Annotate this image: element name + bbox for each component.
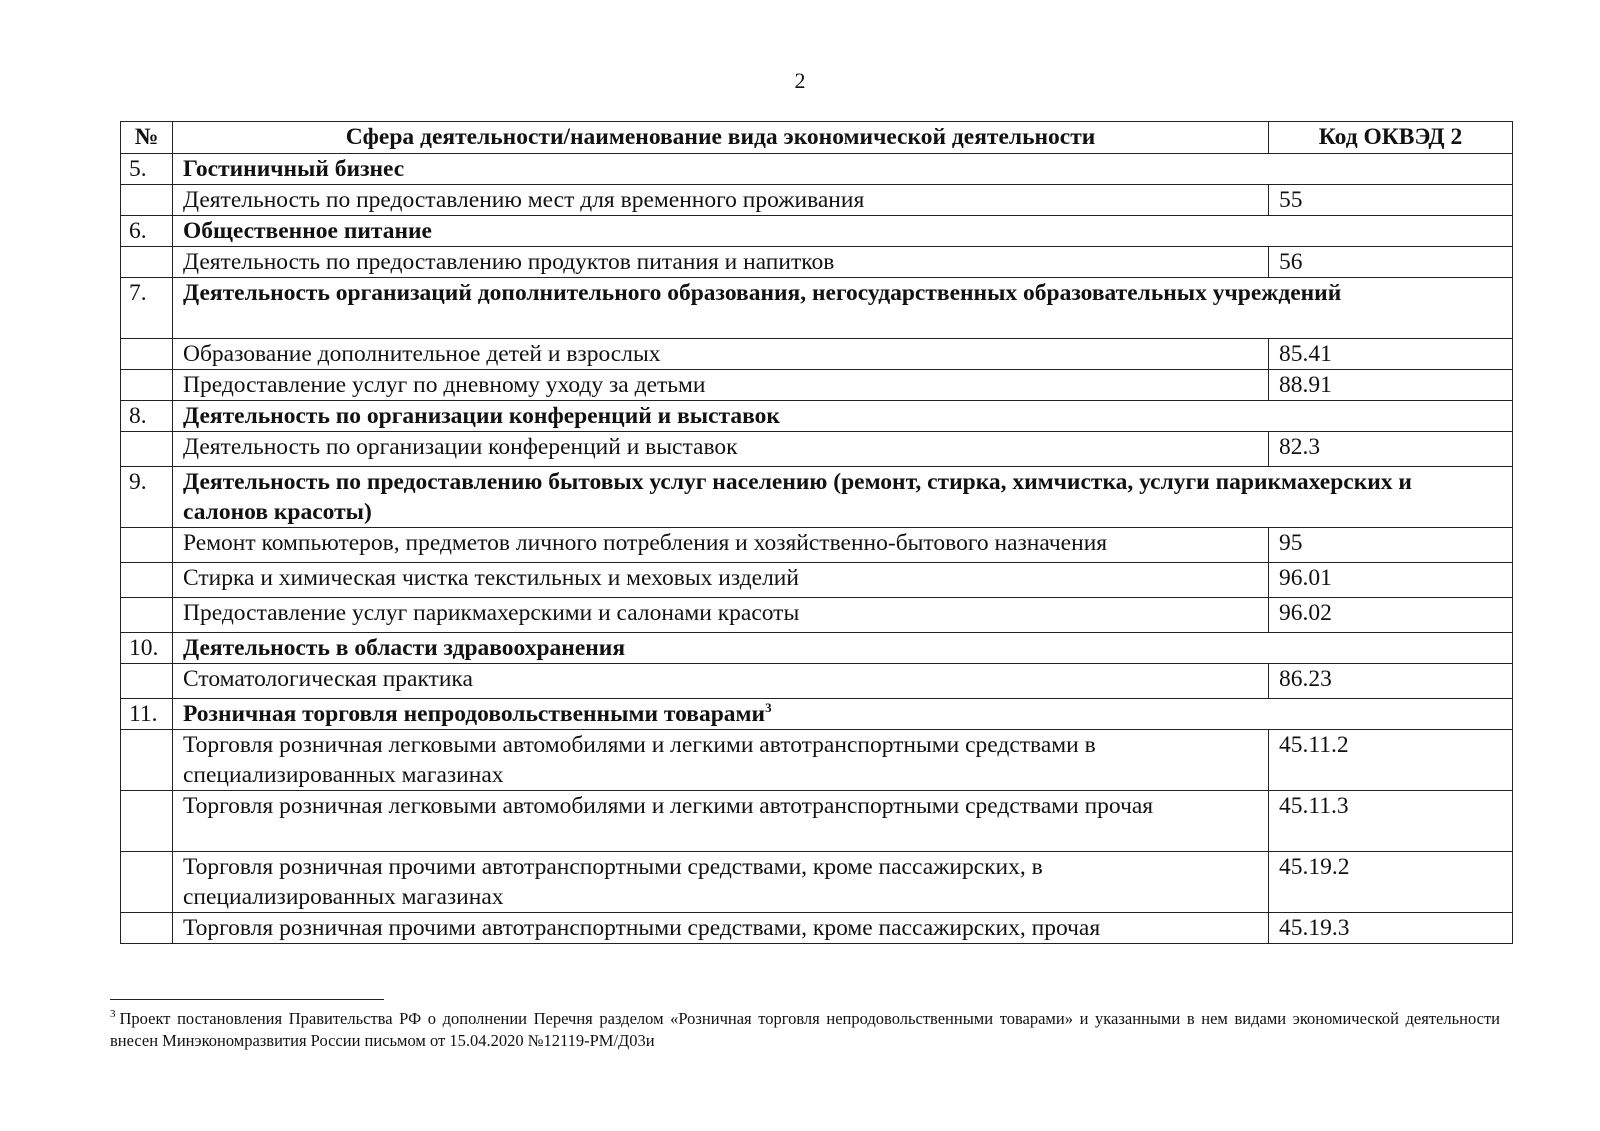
section-number: 7. [121,278,173,339]
footnote-text: Проект постановления Правительства РФ о дополнении Перечня разделом «Розничная торговля непродовольственными товарами» и указанными в нем видами экономической деятельности внесен Минэкономразвития России письмом от 15.04.2020 №12119-РМ/Д03и [110,1009,1500,1050]
footnote-mark: 3 [110,1008,116,1020]
section-row [121,216,1513,247]
okved-code: 56 [1269,247,1513,278]
activity-name: Предоставление услуг парикмахерскими и салонами красоты [173,598,1269,633]
activity-name: Стирка и химическая чистка текстильных и меховых изделий [173,563,1269,598]
section-title: Гостиничный бизнес [173,154,1513,185]
okved-code: 45.11.3 [1269,791,1513,852]
section-number: 11. [121,699,173,730]
activity-name: Предоставление услуг по дневному уходу за детьми [173,370,1269,401]
empty-cell [121,339,173,370]
section-title: Общественное питание [173,216,1513,247]
section-title [173,699,1513,730]
section-number: 9. [121,467,173,528]
activity-name: Торговля розничная прочими автотранспортными средствами, кроме пассажирских, прочая [173,913,1269,944]
section-number: 5. [121,154,173,185]
empty-cell [121,852,173,913]
okved-code: 86.23 [1269,664,1513,699]
table-row [121,563,1513,598]
activity-name: Торговля розничная прочими автотранспортными средствами, кроме пассажирских, в специализированных магазинах [173,852,1269,913]
activity-name: Торговля розничная легковыми автомобилями и легкими автотранспортными средствами в специализированных магазинах [173,730,1269,791]
section-title: Деятельность организаций дополнительного образования, негосударственных образовательных учреждений [173,278,1513,339]
table-row [121,730,1513,791]
okved-code: 45.19.2 [1269,852,1513,913]
table-row [121,852,1513,913]
empty-cell [121,528,173,563]
activity-name: Деятельность по предоставлению мест для временного проживания [173,185,1269,216]
table-row [121,664,1513,699]
okved-code: 55 [1269,185,1513,216]
empty-cell [121,664,173,699]
okved-code: 88.91 [1269,370,1513,401]
section-number: 8. [121,401,173,432]
section-number: 6. [121,216,173,247]
okved-table [120,121,1513,944]
section-title: Деятельность по организации конференций и выставок [173,401,1513,432]
section-title: Деятельность в области здравоохранения [173,633,1513,664]
table-row [121,913,1513,944]
table-row [121,598,1513,633]
section-row [121,401,1513,432]
header-activity: Сфера деятельности/наименование вида экономической деятельности [173,122,1269,154]
okved-code: 96.02 [1269,598,1513,633]
activity-name: Деятельность по предоставлению продуктов питания и напитков [173,247,1269,278]
table-header-row [121,122,1513,154]
activity-name: Образование дополнительное детей и взрослых [173,339,1269,370]
okved-code: 95 [1269,528,1513,563]
okved-code: 82.3 [1269,432,1513,467]
section-row [121,633,1513,664]
section-row [121,278,1513,339]
activity-name: Стоматологическая практика [173,664,1269,699]
okved-code: 85.41 [1269,339,1513,370]
activity-name: Деятельность по организации конференций и выставок [173,432,1269,467]
empty-cell [121,913,173,944]
section-title: Деятельность по предоставлению бытовых услуг населению (ремонт, стирка, химчистка, услуги парикмахерских и салонов красоты) [173,467,1513,528]
table-row [121,185,1513,216]
section-row [121,699,1513,730]
footnote-separator [110,999,384,1000]
table-row [121,339,1513,370]
table-row [121,528,1513,563]
empty-cell [121,247,173,278]
okved-code: 45.11.2 [1269,730,1513,791]
header-code: Код ОКВЭД 2 [1269,122,1513,154]
page-number: 2 [794,68,806,93]
activity-name: Торговля розничная легковыми автомобилями и легкими автотранспортными средствами прочая [173,791,1269,852]
header-num: № [121,122,173,154]
empty-cell [121,598,173,633]
table-row [121,247,1513,278]
footnote [110,1008,1500,1052]
empty-cell [121,185,173,216]
footnote-reference: 3 [765,700,772,715]
activity-name: Ремонт компьютеров, предметов личного потребления и хозяйственно-бытового назначения [173,528,1269,563]
empty-cell [121,791,173,852]
empty-cell [121,370,173,401]
section-title-text: Розничная торговля непродовольственными товарами [183,701,766,727]
section-row [121,467,1513,528]
table-row [121,432,1513,467]
section-row [121,154,1513,185]
table-row [121,791,1513,852]
empty-cell [121,730,173,791]
okved-code: 45.19.3 [1269,913,1513,944]
empty-cell [121,432,173,467]
okved-code: 96.01 [1269,563,1513,598]
empty-cell [121,563,173,598]
table-row [121,370,1513,401]
section-number: 10. [121,633,173,664]
